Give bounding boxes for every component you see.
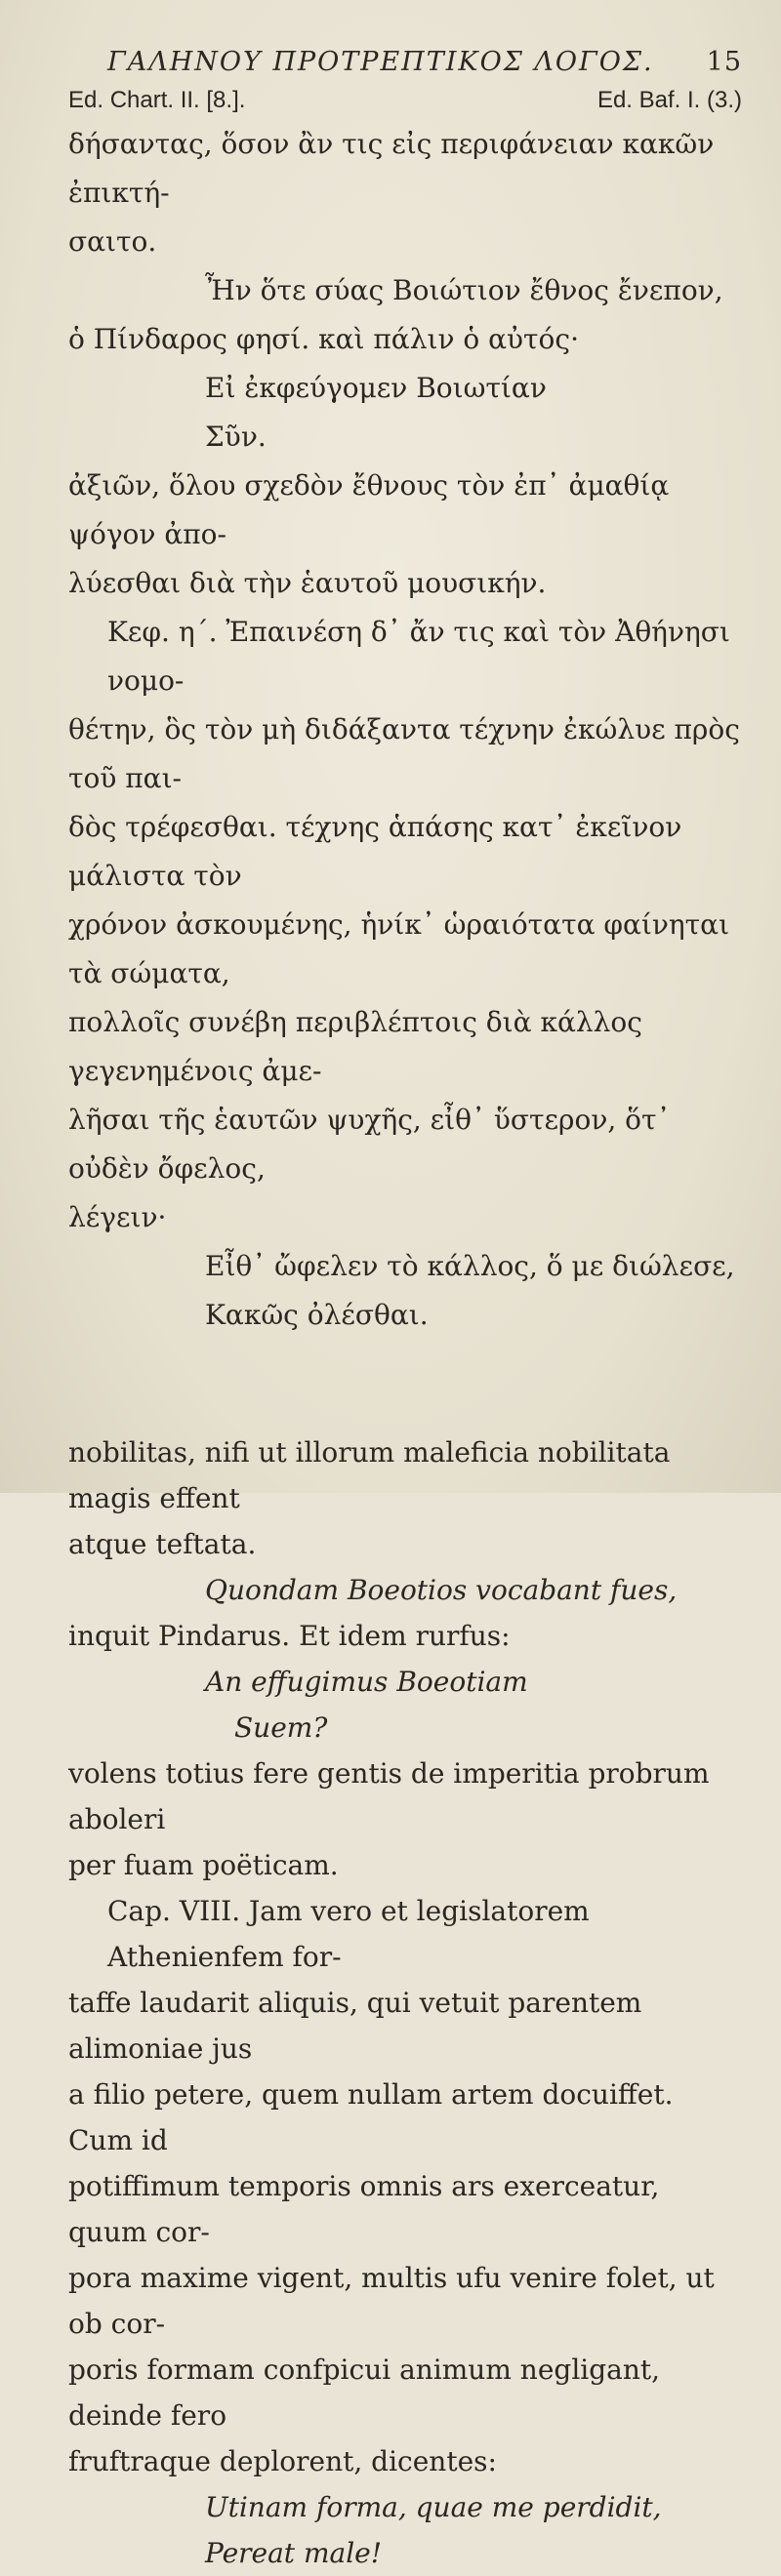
- edition-references: [68, 87, 742, 114]
- latin-line: per fuam poëticam.: [68, 1849, 339, 1881]
- greek-chapter-heading-line: Κεφ. η΄. Ἐπαινέση δ᾽ ἄν τις καὶ τὸν Ἀθήνησι νομο-: [107, 616, 730, 697]
- greek-line: χρόνον ἀσκουμένης, ἡνίκ᾽ ὡραιότατα φαίνηται τὰ σώματα,: [68, 908, 730, 989]
- greek-line: πολλοῖς συνέβη περιβλέπτοις διὰ κάλλος γεγενημένοις ἀμε-: [68, 1006, 642, 1087]
- latin-line: poris formam confpicui animum negligant, deinde fero: [68, 2354, 661, 2432]
- greek-line: δήσαντας, ὅσον ἂν τις εἰς περιφάνειαν κακῶν ἐπικτή-: [68, 128, 715, 209]
- running-head: [107, 47, 742, 77]
- latin-chapter-heading-line: Cap. VIII. Jam vero et legislatorem Athenienfem for-: [107, 1895, 590, 1973]
- greek-line: λῆσαι τῆς ἑαυτῶν ψυχῆς, εἶθ᾽ ὕστερον, ὅτ᾽ οὐδὲν ὄφελος,: [68, 1104, 671, 1185]
- latin-line: pora maxime vigent, multis ufu venire folet, ut ob cor-: [68, 2262, 715, 2340]
- greek-line: δὸς τρέφεσθαι. τέχνης ἁπάσης κατ᾽ ἐκεῖνον μάλιστα τὸν: [68, 811, 682, 892]
- greek-line: λύεσθαι διὰ τὴν ἑαυτοῦ μουσικήν.: [68, 567, 547, 599]
- latin-line: nobilitas, nifi ut illorum maleficia nobilitata magis effent: [68, 1436, 671, 1514]
- latin-line: potiffimum temporis omnis ars exerceatur, quum cor-: [68, 2170, 660, 2248]
- latin-verse-line: Pereat male!: [205, 2537, 382, 2569]
- latin-line: fruftraque deplorent, dicentes:: [68, 2445, 497, 2477]
- page-title: ΓΑΛΗΝΟΥ ΠΡΟΤΡΕΠΤΙΚΟΣ ΛΟΓΟΣ.: [107, 47, 654, 77]
- latin-line: taffe laudarit aliquis, qui vetuit parentem alimoniae jus: [68, 1987, 642, 2065]
- latin-verse-line: Quondam Boeotios vocabant fues,: [205, 1574, 678, 1606]
- latin-text: [68, 1429, 742, 2576]
- greek-verse-line: Εἰ ἐκφεύγομεν Βοιωτίαν: [205, 372, 547, 404]
- greek-verse-line: Ἦν ὅτε σύας Βοιώτιον ἔθνος ἔνεπον,: [205, 274, 723, 306]
- greek-line: ὁ Πίνδαρος φησί. καὶ πάλιν ὁ αὐτός·: [68, 323, 579, 355]
- latin-verse-line: Suem?: [234, 1711, 328, 1744]
- greek-line: λέγειν·: [68, 1201, 167, 1233]
- edition-ref-left: Ed. Chart. II. [8.].: [68, 87, 246, 113]
- greek-verse-line: Κακῶς ὀλέσθαι.: [205, 1299, 429, 1331]
- latin-line: volens totius fere gentis de imperitia probrum aboleri: [68, 1757, 710, 1835]
- latin-verse-line: An effugimus Boeotiam: [205, 1666, 528, 1698]
- page-number: 15: [706, 47, 742, 77]
- latin-verse-line: Utinam forma, quae me perdidit,: [205, 2491, 662, 2523]
- latin-line: inquit Pindarus. Et idem rurfus:: [68, 1620, 511, 1652]
- greek-verse-line: Εἶθ᾽ ὤφελεν τὸ κάλλος, ὅ με διώλεσε,: [205, 1250, 735, 1282]
- greek-text: [68, 120, 742, 1340]
- greek-verse-line: Σῦν.: [205, 421, 267, 453]
- greek-line: ἀξιῶν, ὅλου σχεδὸν ἔθνους τὸν ἐπ᾽ ἀμαθίᾳ ψόγον ἀπο-: [68, 469, 670, 550]
- edition-ref-right: Ed. Baf. I. (3.): [596, 87, 742, 113]
- greek-line: σαιτο.: [68, 225, 157, 258]
- latin-line: atque teftata.: [68, 1528, 257, 1560]
- greek-line: θέτην, ὃς τὸν μὴ διδάξαντα τέχνην ἐκώλυε πρὸς τοῦ παι-: [68, 713, 740, 794]
- latin-line: a filio petere, quem nullam artem docuiffet. Cum id: [68, 2078, 674, 2156]
